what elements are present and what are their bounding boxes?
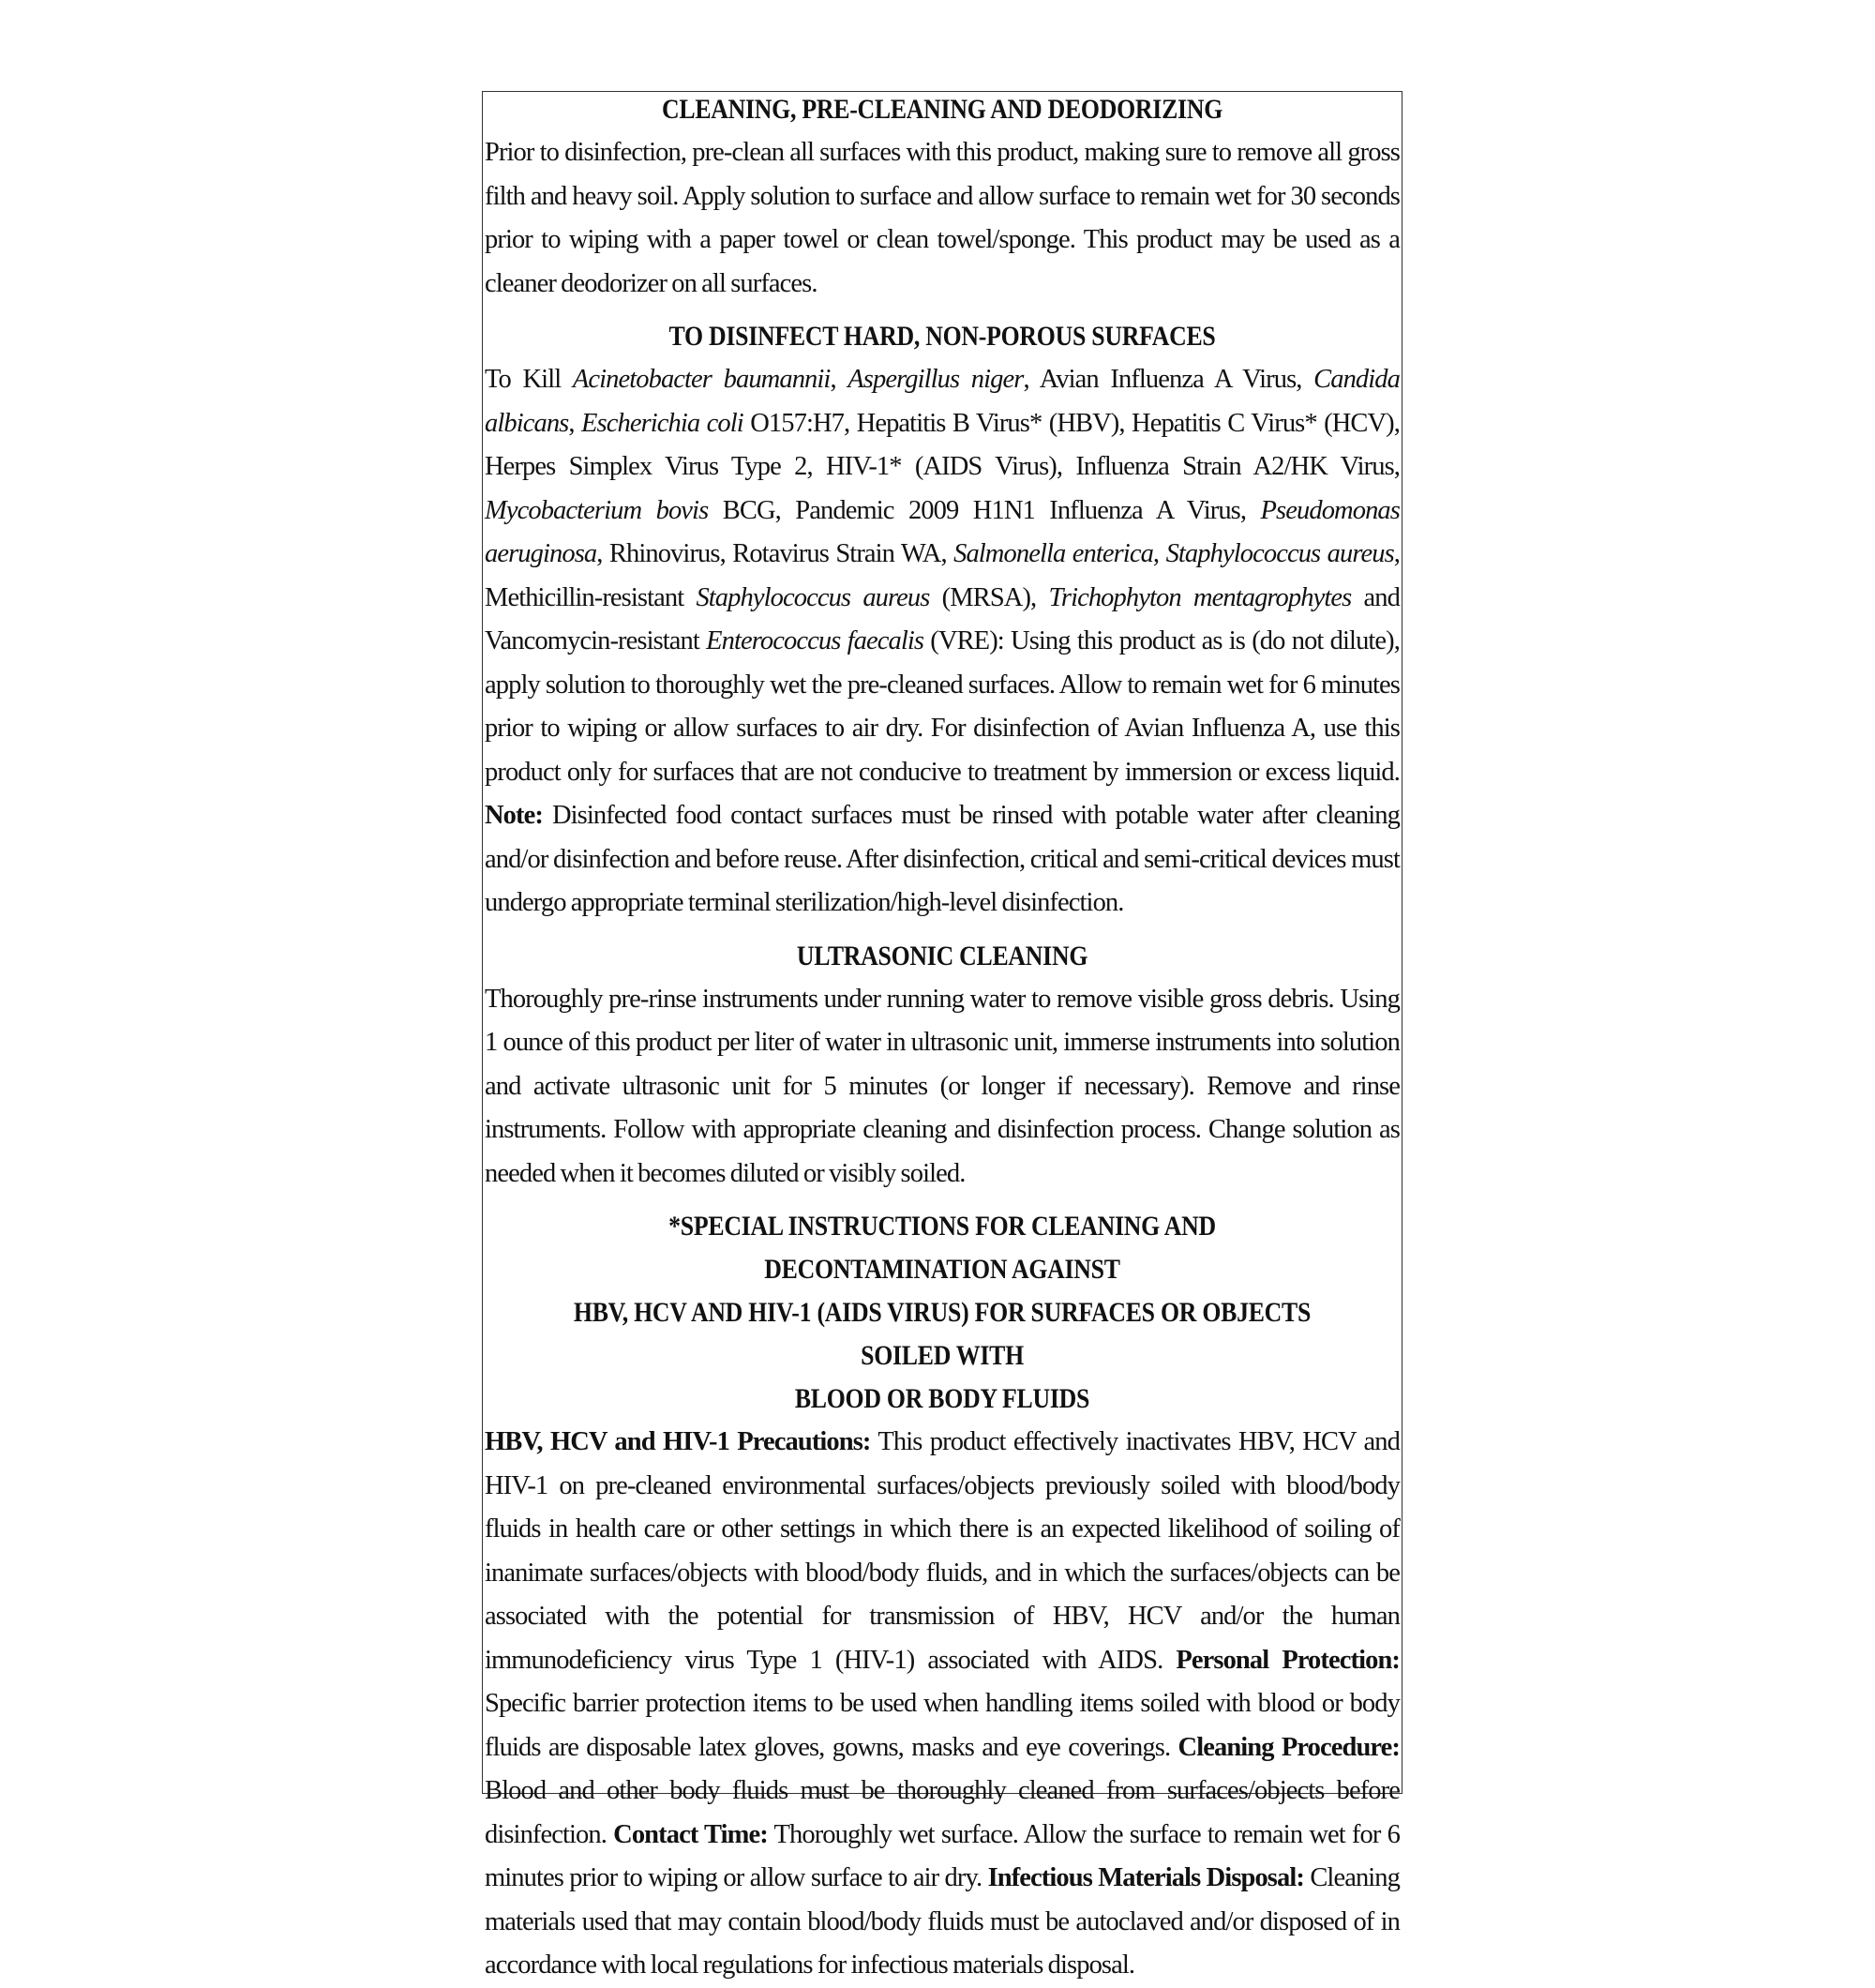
- organism-name: Aspergillus niger: [848, 365, 1024, 394]
- body-disinfect: [485, 358, 1400, 926]
- heading-special-instructions: [548, 1205, 1335, 1421]
- text-run: ,: [568, 408, 582, 438]
- text-run: Blood and other body fluids must be thoroughly cleaned from surfaces/objects before disinfection.: [485, 1776, 1400, 1849]
- body-ultrasonic: [485, 978, 1400, 1197]
- organism-name: Enterococcus faecalis: [706, 626, 924, 655]
- body-cleaning-text: Prior to disinfection, pre-clean all surfaces with this product, making sure to remove all gross filth and heavy soil. Apply solution to surface and allow surface to remain wet for 30 seconds prior to wiping with a paper towel or clean towel/sponge. This product may be used as a cleaner deodorizer on all surfaces.: [485, 138, 1400, 298]
- body-ultrasonic-text: Thoroughly pre-rinse instruments under running water to remove visible gross debris. Using 1 ounce of this product per liter of water in ultrasonic unit, immerse instruments into solution and activate ultrasonic unit for 5 minutes (or longer if necessary). Remove and rinse instruments. Follow with appropriate cleaning and disinfection process. Change solution as needed when it becomes diluted or visibly soiled.: [485, 984, 1400, 1188]
- organism-name: Acinetobacter baumannii: [572, 365, 831, 394]
- text-run: O157:H7, Hepatitis B Virus* (HBV), Hepatitis C Virus* (HCV), Herpes Simplex Virus Type 2, HIV-1* (AIDS Virus), Influenza Strain A2/HK Virus,: [485, 408, 1400, 481]
- heading-line: *SPECIAL INSTRUCTIONS FOR CLEANING AND DECONTAMINATION AGAINST: [668, 1211, 1216, 1285]
- text-run: and Vancomycin-resistant: [485, 582, 1400, 655]
- body-special-instructions: [485, 1421, 1400, 1988]
- note-label: Note:: [485, 801, 543, 830]
- text-run: , Avian Influenza A Virus,: [1023, 365, 1314, 394]
- heading-line: HBV, HCV AND HIV-1 (AIDS VIRUS) FOR SURFACES OR OBJECTS SOILED WITH: [573, 1297, 1312, 1371]
- text-run: ,: [830, 365, 848, 394]
- text-run: ,: [1152, 539, 1166, 568]
- precautions-label: HBV, HCV and HIV-1 Precautions:: [485, 1427, 871, 1456]
- text-run: BCG, Pandemic 2009 H1N1 Influenza A Virus,: [708, 495, 1261, 525]
- organism-name: Mycobacterium bovis: [485, 495, 709, 525]
- personal-protection-label: Personal Protection:: [1176, 1645, 1400, 1675]
- text-run: (MRSA),: [929, 582, 1049, 612]
- text-run: Thoroughly wet surface. Allow the surface to remain wet for 6 minutes prior to wiping or allow surface to air dry.: [485, 1819, 1400, 1892]
- organism-name: Trichophyton mentagrophytes: [1048, 582, 1352, 612]
- heading-cleaning: CLEANING, PRE-CLEANING AND DEODORIZING: [662, 94, 1222, 125]
- cleaning-procedure-label: Cleaning Procedure:: [1178, 1732, 1400, 1762]
- text-run: , Methicillin-resistant: [485, 539, 1401, 612]
- disposal-label: Infectious Materials Disposal:: [987, 1863, 1304, 1892]
- text-run: Specific barrier protection items to be used when handling items soiled with blood or body fluids are disposable latex gloves, gowns, masks and eye coverings.: [485, 1689, 1400, 1762]
- text-run: (VRE): Using this product as is (do not dilute), apply solution to thoroughly wet the pre-cleaned surfaces. Allow to remain wet for 6 minutes prior to wiping or allow surfaces to air dry. For disinfection of Avian Influenza A, use this product only for surfaces that are not conducive to treatment by immersion or excess liquid.: [485, 626, 1400, 787]
- organism-name: Staphylococcus aureus: [1165, 539, 1394, 568]
- text-run: To Kill: [485, 365, 573, 394]
- body-cleaning: [485, 131, 1400, 306]
- organism-name: Candida albicans: [485, 365, 1400, 438]
- label-panel: [482, 91, 1402, 1980]
- heading-disinfect: TO DISINFECT HARD, NON-POROUS SURFACES: [668, 321, 1216, 352]
- text-run: , Rhinovirus, Rotavirus Strain WA,: [596, 539, 954, 568]
- organism-name: Staphylococcus aureus: [696, 582, 930, 612]
- organism-name: Salmonella enterica: [953, 539, 1153, 568]
- heading-line: BLOOD OR BODY FLUIDS: [794, 1383, 1090, 1414]
- text-run: Cleaning materials used that may contain blood/body fluids must be autoclaved and/or disposed of in accordance with local regulations for infectious materials disposal.: [485, 1863, 1401, 1980]
- heading-ultrasonic: ULTRASONIC CLEANING: [796, 940, 1088, 971]
- organism-name: Pseudomonas aeruginosa: [485, 495, 1400, 568]
- text-run: This product effectively inactivates HBV, HCV and HIV-1 on pre-cleaned environmental surfaces/objects previously soiled with blood/body fluids in health care or other settings in which there is an expected likelihood of soiling of inanimate surfaces/objects with blood/body fluids, and in which the surfaces/objects can be associated with the potential for transmission of HBV, HCV and/or the human immunodeficiency virus Type 1 (HIV-1) associated with AIDS.: [485, 1427, 1400, 1675]
- text-run: Disinfected food contact surfaces must be rinsed with potable water after cleaning and/or disinfection and before reuse. After disinfection, critical and semi-critical devices must undergo appropriate terminal sterilization/high-level disinfection.: [485, 801, 1400, 917]
- contact-time-label: Contact Time:: [613, 1819, 768, 1849]
- organism-name: Escherichia coli: [581, 408, 743, 438]
